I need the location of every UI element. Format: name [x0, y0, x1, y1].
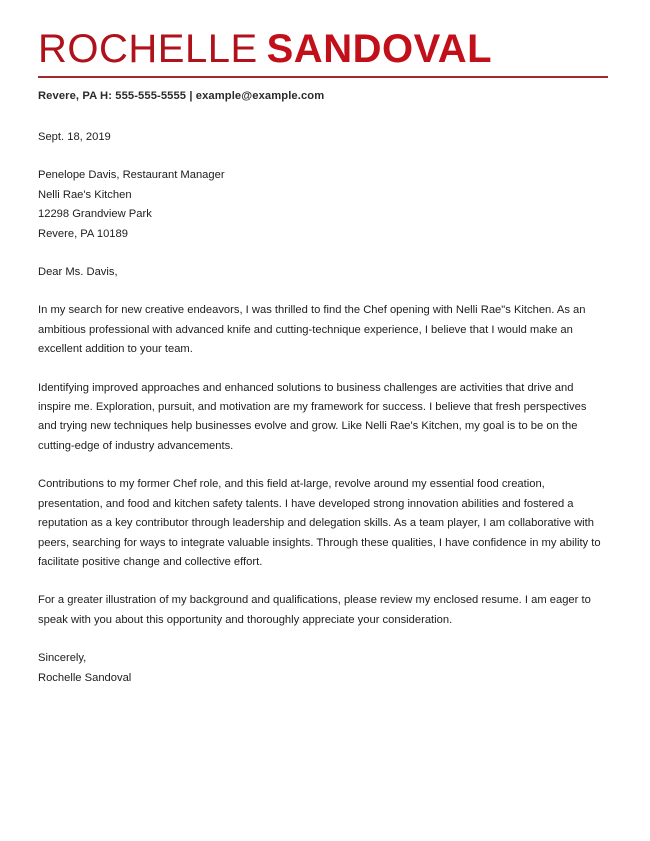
recipient-line: Revere, PA 10189 [38, 227, 128, 240]
body-paragraph: For a greater illustration of my background and qualifications, please review my enclosed resume. I am eager to speak with you about this opportunity and thoroughly appreciate your consideration. [38, 594, 591, 626]
body-paragraph: In my search for new creative endeavors, I was thrilled to find the Chef opening with Nelli Rae"s Kitchen. As an ambitious professional with advanced knife and cutting-technique experience, I believe that I would make an excellent addition to your team. [38, 304, 586, 356]
body-paragraph: Identifying improved approaches and enhanced solutions to business challenges are activities that drive and inspire me. Exploration, pursuit, and motivation are my framework for success. I believe that fresh perspectives and trying new techniques help businesses evolve and grow. Like Nelli Rae's Kitchen, my goal is to be on the cutting-edge of industry advancements. [38, 381, 587, 452]
closing-block [38, 649, 608, 688]
body-paragraph: Contributions to my former Chef role, and this field at-large, revolve around my essential food creation, presentation, and food and kitchen safety talents. I have developed strong innovation abilities and fostered a reputation as a key contributor through leadership and delegation skills. As a team player, I am collaborative with peers, searching for ways to integrate valuable insights. Through these qualities, I have confidence in my ability to facilitate positive change and collective effort. [38, 478, 601, 568]
recipient-address [38, 166, 608, 244]
letter-content [38, 0, 608, 688]
header-divider [38, 76, 608, 78]
first-name: ROCHELLE [38, 27, 258, 71]
salutation: Dear Ms. Davis, [38, 266, 118, 279]
page-title [38, 27, 608, 71]
letterhead [38, 0, 608, 104]
letter-date: Sept. 18, 2019 [38, 131, 111, 143]
closing-salutation: Sincerely, [38, 652, 87, 665]
recipient-line: Nelli Rae's Kitchen [38, 188, 132, 201]
recipient-line: 12298 Grandview Park [38, 208, 152, 221]
last-name: SANDOVAL [266, 27, 493, 71]
contact-line: Revere, PA H: 555-555-5555 | example@example.com [38, 90, 325, 102]
signature-name: Rochelle Sandoval [38, 671, 132, 684]
letter-body [38, 128, 608, 688]
recipient-line: Penelope Davis, Restaurant Manager [38, 169, 225, 182]
